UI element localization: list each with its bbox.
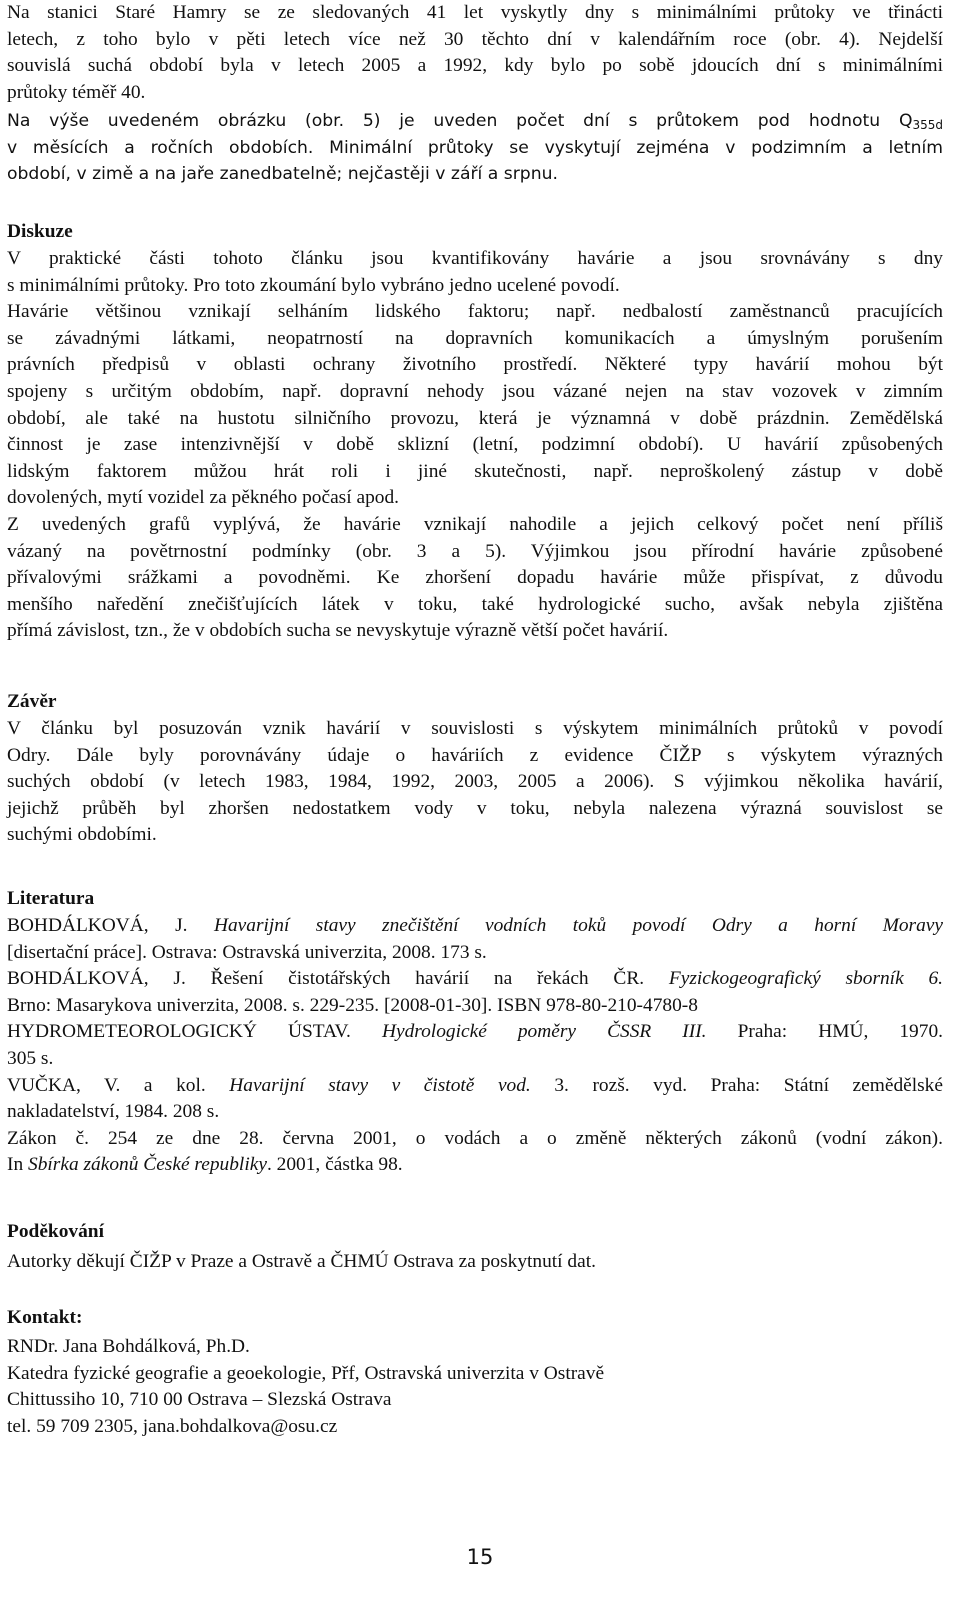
acknowledgement	[7, 1249, 596, 1276]
contact-department: Katedra fyzické geografie a geoekologie, Přf, Ostravská univerzita v Ostravě	[7, 1362, 605, 1384]
text-line: lidským faktorem můžou hrát roli i jiné skutečnosti, např. neproškolený zástup v době	[7, 460, 943, 482]
text-line: Z uvedených grafů vyplývá, že havárie vznikají nahodile a jejich celkový počet není příliš	[7, 513, 943, 535]
text-line: přímá závislost, tzn., že v obdobích sucha se nevyskytuje výrazně větší počet havárií.	[7, 620, 669, 642]
text-line: jejichž průběh byl zhoršen nedostatkem vody v toku, nebyla nalezena výrazná souvislost se	[7, 797, 943, 819]
reference-item: BOHDÁLKOVÁ, J. Řešení čistotářských havárií na řekách ČR. Fyzickogeografický sborník 6.	[7, 968, 944, 990]
text-line: V článku byl posuzován vznik havárií v souvislosti s výskytem minimálních průtoků v povodí	[7, 718, 943, 739]
page-number: 15	[466, 1545, 494, 1569]
reference-item: HYDROMETEOROLOGICKÝ ÚSTAV. Hydrologické poměry ČSSR III. Praha: HMÚ, 1970.	[7, 1021, 943, 1043]
acknowledgement-text: Autorky děkují ČIŽP v Praze a Ostravě a ČHMÚ Ostrava za poskytnutí dat.	[7, 1251, 596, 1272]
section-heading-podekovani: Poděkování	[7, 1221, 104, 1242]
text-line: právních předpisů v oblasti ochrany životního prostředí. Některé typy havárií mohou být	[7, 354, 943, 376]
reference-item-cont: [disertační práce]. Ostrava: Ostravská univerzita, 2008. 173 s.	[7, 941, 487, 963]
text-line: Na stanici Staré Hamry se ze sledovaných 41 let vyskytly dny s minimálními průtoky ve třinácti	[7, 2, 943, 23]
diskuze-paragraph	[7, 246, 943, 645]
section-heading-zaver: Závěr	[7, 691, 57, 712]
reference-item-cont: In Sbírka zákonů České republiky. 2001, částka 98.	[7, 1154, 403, 1176]
text-line: Odry. Dále byly porovnávány údaje o haváriích z evidence ČIŽP s výskytem výrazných	[7, 744, 943, 766]
text-line: menšího naředění znečišťujících látek v toku, také hydrologické sucho, avšak nebyla zjištěna	[7, 593, 943, 615]
reference-item: Zákon č. 254 ze dne 28. června 2001, o vodách a o změně některých zákonů (vodní zákon).	[7, 1127, 943, 1149]
text-line: přívalovými srážkami a povodněmi. Ke zhoršení dopadu havárie může přispívat, z důvodu	[7, 567, 943, 589]
text-line: suchých období (v letech 1983, 1984, 1992, 2003, 2005 a 2006). S výjimkou několika havárií,	[7, 771, 943, 793]
text-line	[7, 108, 943, 135]
text-line: s minimálními průtoky. Pro toto zkoumání bylo vybráno jedno ucelené povodí.	[7, 274, 620, 296]
text-line: činnost je zase intenzivnější v době sklizní (letní, podzimní období). U havárií způsobených	[7, 434, 943, 456]
reference-item: VUČKA, V. a kol. Havarijní stavy v čistotě vod. 3. rozš. vyd. Praha: Státní zemědělské	[7, 1074, 943, 1096]
contact-name: RNDr. Jana Bohdálková, Ph.D.	[7, 1336, 250, 1357]
fig5-paragraph	[7, 108, 943, 188]
fig5-text: Na výše uvedeném obrázku (obr. 5) je uveden počet dní s průtokem pod hodnotu Q	[7, 111, 913, 131]
text-line: vázaný na povětrnostní podmínky (obr. 3 a 5). Výjimkou jsou přírodní havárie způsobené	[7, 540, 943, 562]
text-line: spojeny s určitým obdobím, např. dopravní nehody jsou vázané nejen na stav vozovek v zimním	[7, 380, 943, 402]
text-line: suchými obdobími.	[7, 824, 157, 846]
text-line: se závadnými látkami, neopatrností na dopravních komunikacích a úmyslným porušením	[7, 327, 943, 349]
section-heading-literatura: Literatura	[7, 888, 95, 909]
reference-item-cont: Brno: Masarykova univerzita, 2008. s. 229-235. [2008-01-30]. ISBN 978-80-210-4780-8	[7, 994, 698, 1016]
section-heading-diskuze: Diskuze	[7, 221, 73, 242]
intro-paragraph	[7, 0, 943, 106]
text-line: období, v zimě a na jaře zanedbatelně; nejčastěji v září a srpnu.	[7, 164, 558, 185]
contact-address: Chittussiho 10, 710 00 Ostrava – Slezská Ostrava	[7, 1389, 392, 1411]
text-line: období, ale také na hustotu silničního provozu, která je významná v době prázdnin. Zemědělská	[7, 407, 943, 429]
reference-item-cont: 305 s.	[7, 1047, 54, 1069]
text-line: v měsících a ročních obdobích. Minimální průtoky se vyskytují zejména v podzimním a letním	[7, 137, 943, 158]
text-line: letech, z toho bylo v pěti letech více než 30 těchto dní v kalendářním roce (obr. 4). Nejdelší	[7, 28, 943, 50]
text-line: V praktické části tohoto článku jsou kvantifikovány havárie a jsou srovnávány s dny	[7, 248, 943, 269]
text-line: průtoky téměř 40.	[7, 81, 146, 103]
references-list	[7, 913, 943, 1179]
section-heading-kontakt: Kontakt:	[7, 1307, 83, 1328]
text-line: dovolených, mytí vozidel za pěkného počasí apod.	[7, 487, 400, 509]
contact-block	[7, 1334, 604, 1440]
q355d-subscript: 355d	[912, 118, 943, 132]
reference-item: BOHDÁLKOVÁ, J. Havarijní stavy znečištění vodních toků povodí Odry a horní Moravy	[7, 915, 944, 936]
contact-phone-email: tel. 59 709 2305, jana.bohdalkova@osu.cz	[7, 1415, 338, 1437]
text-line: Havárie většinou vznikají selháním lidského faktoru; např. nedbalostí zaměstnanců pracujících	[7, 301, 943, 323]
reference-item-cont: nakladatelství, 1984. 208 s.	[7, 1101, 220, 1123]
text-line: souvislá suchá období byla v letech 2005 a 1992, kdy bylo po sobě jdoucích dní s minimálními	[7, 55, 943, 77]
zaver-paragraph	[7, 716, 943, 849]
